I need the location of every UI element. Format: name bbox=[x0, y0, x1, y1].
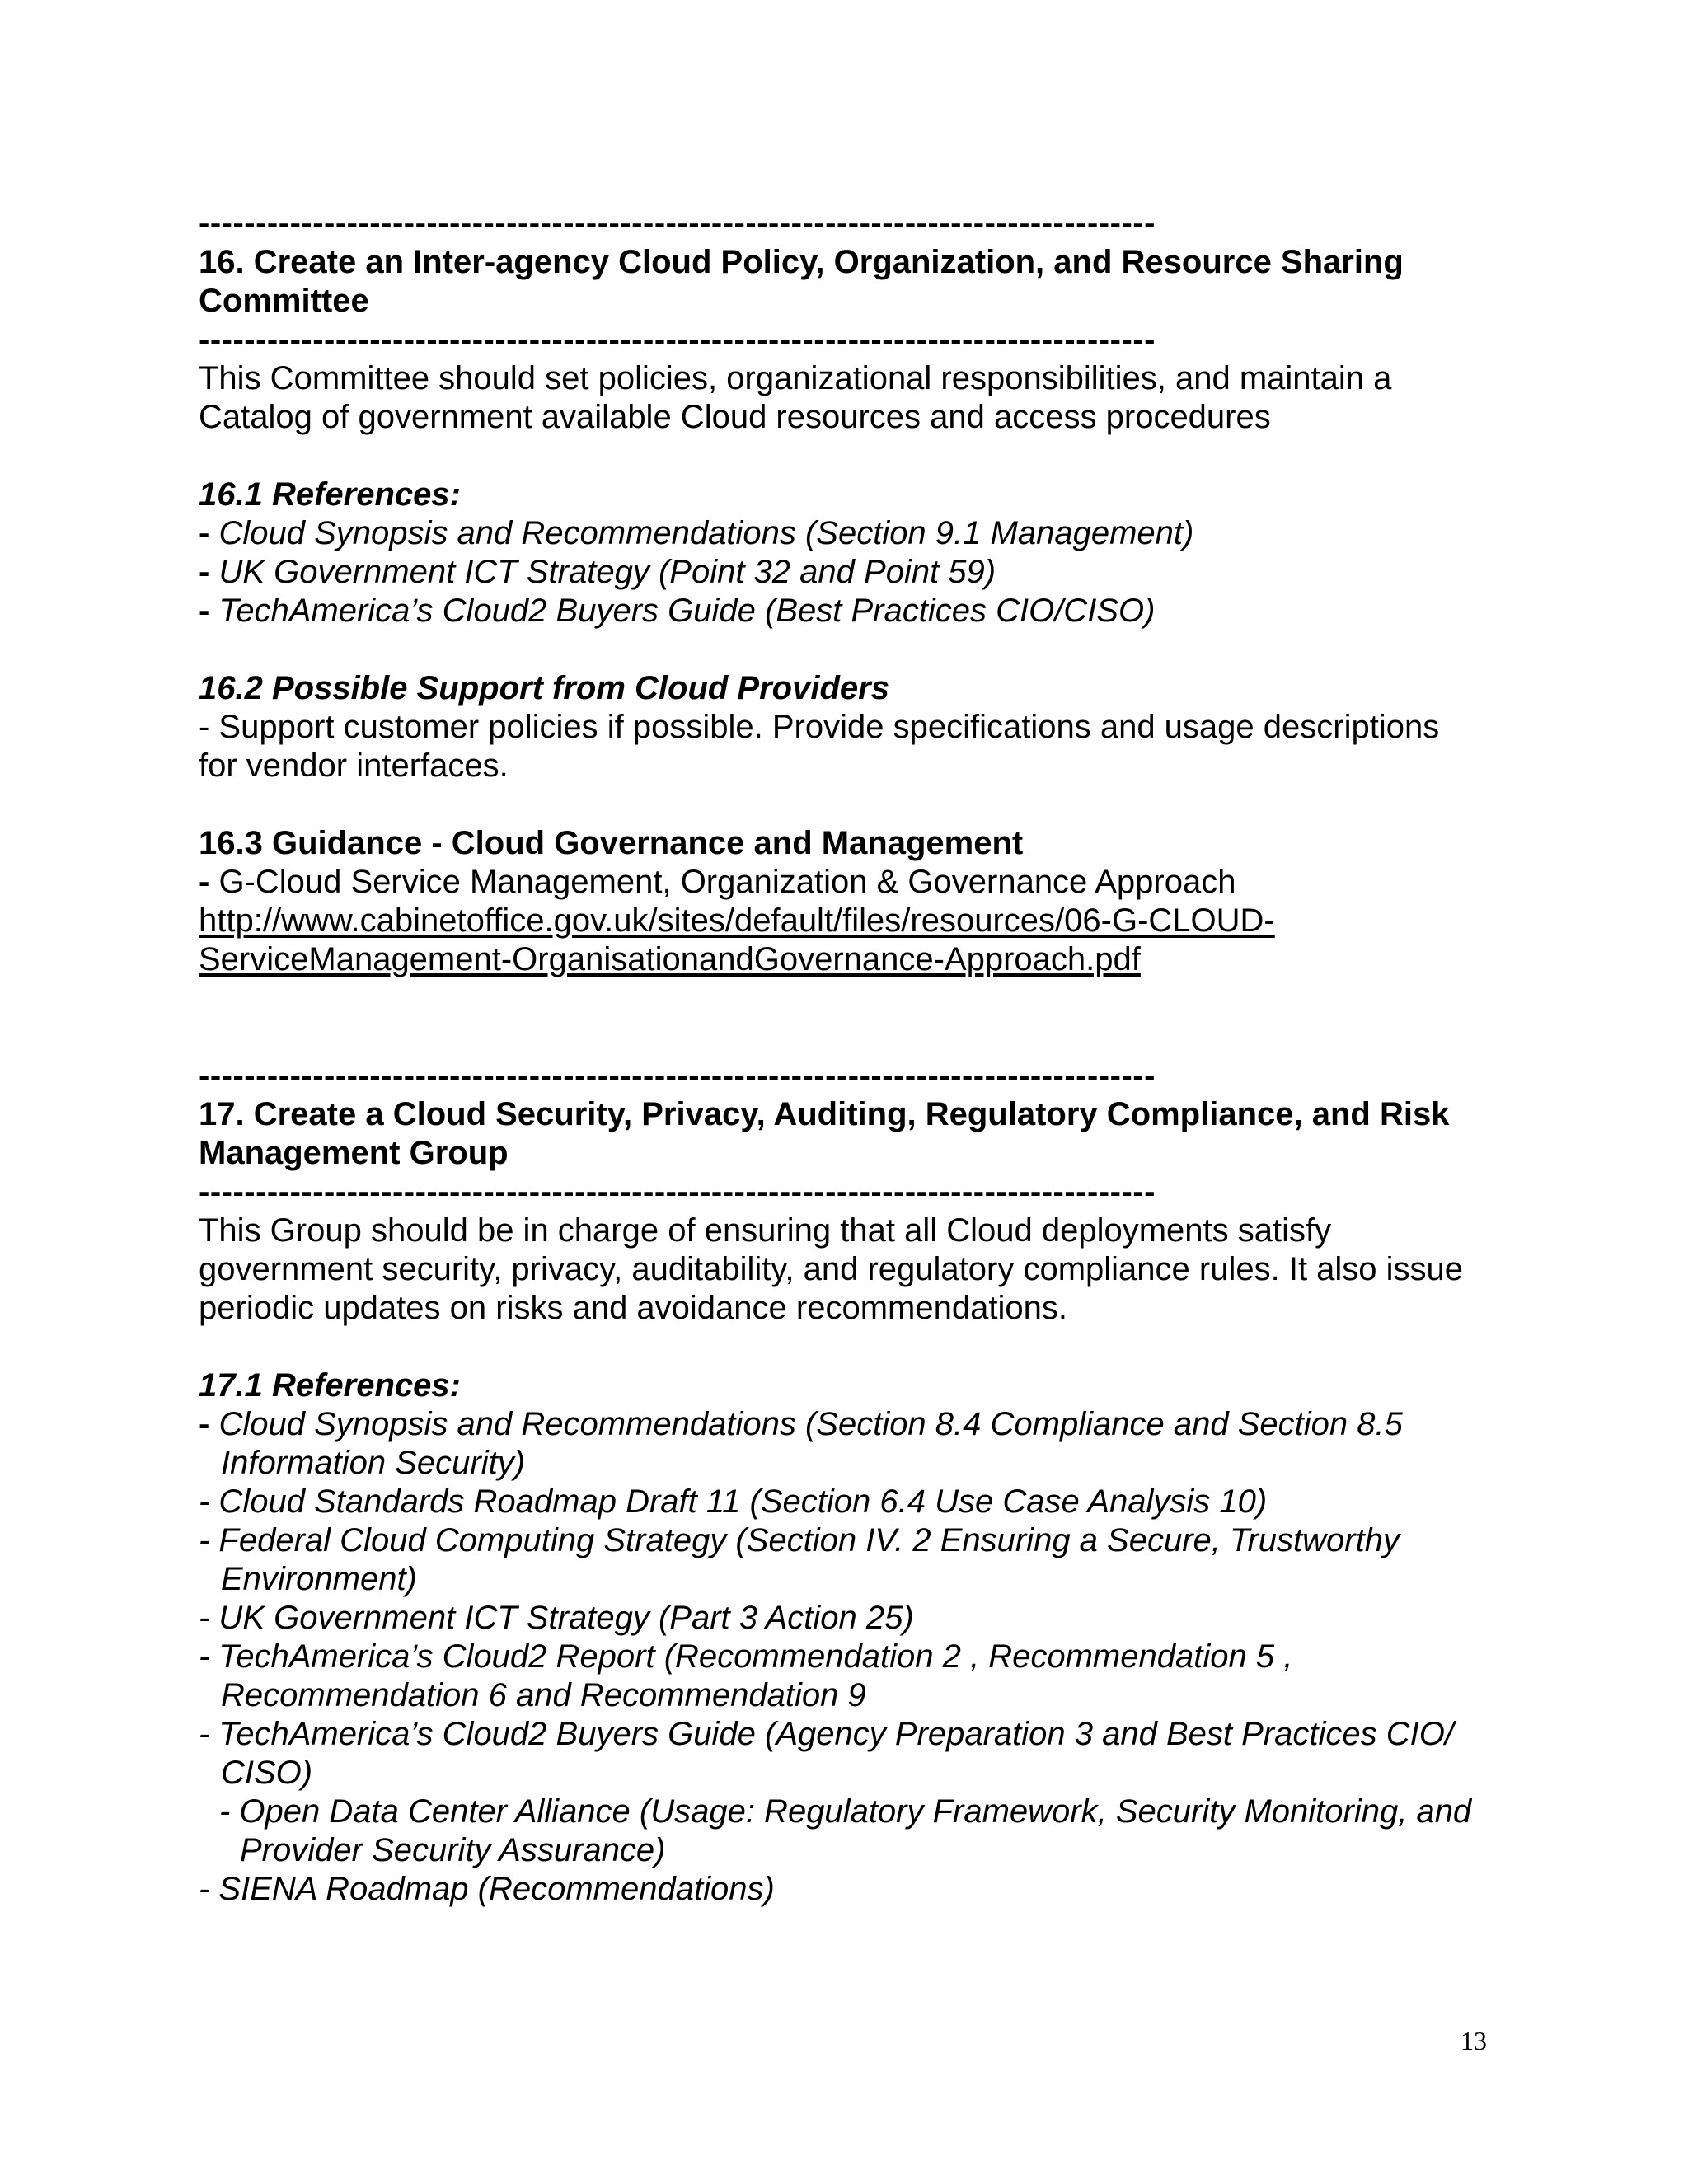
reference-item-cont: Information Security) bbox=[221, 1445, 526, 1481]
reference-item: - TechAmerica’s Cloud2 Buyers Guide (Agency Preparation 3 and Best Practices CIO/ bbox=[199, 1716, 1454, 1752]
section-divider: ------------------------------------------------------------------------------------ bbox=[199, 205, 1156, 241]
bullet-dash: - bbox=[199, 515, 219, 551]
page-number: 13 bbox=[1461, 2026, 1487, 2055]
reference-item: - Open Data Center Alliance (Usage: Regulatory Framework, Security Monitoring, and bbox=[219, 1793, 1472, 1830]
section-16-title: 16. Create an Inter-agency Cloud Policy, Organization, and Resource Sharing bbox=[199, 244, 1404, 280]
document-page bbox=[199, 204, 1517, 1909]
section-16-1-heading: 16.1 References: bbox=[199, 476, 461, 513]
section-17-body: This Group should be in charge of ensuring that all Cloud deployments satisfy bbox=[199, 1212, 1332, 1249]
section-17-body-cont: periodic updates on risks and avoidance recommendations. bbox=[199, 1290, 1067, 1326]
section-17-body-cont: government security, privacy, auditability, and regulatory compliance rules. It also issue bbox=[199, 1251, 1464, 1287]
section-16-body: This Committee should set policies, organizational responsibilities, and maintain a bbox=[199, 360, 1392, 396]
bullet-dash: - bbox=[199, 554, 219, 590]
bullet-dash: - bbox=[199, 593, 219, 629]
reference-item-cont: Recommendation 6 and Recommendation 9 bbox=[221, 1677, 866, 1713]
section-16-2-heading: 16.2 Possible Support from Cloud Providers bbox=[199, 670, 889, 706]
guidance-link[interactable]: http://www.cabinetoffice.gov.uk/sites/default/files/resources/06-G-CLOUD- bbox=[199, 902, 1275, 939]
section-17-title-cont: Management Group bbox=[199, 1135, 509, 1171]
bullet-dash: - bbox=[199, 1406, 219, 1442]
section-divider: ------------------------------------------------------------------------------------ bbox=[199, 1174, 1156, 1210]
section-16-2-body-cont: for vendor interfaces. bbox=[199, 748, 509, 784]
section-16-title-cont: Committee bbox=[199, 283, 369, 319]
reference-item: - Cloud Standards Roadmap Draft 11 (Section 6.4 Use Case Analysis 10) bbox=[199, 1483, 1268, 1520]
reference-item: - Federal Cloud Computing Strategy (Section IV. 2 Ensuring a Secure, Trustworthy bbox=[199, 1522, 1400, 1558]
reference-item: - Cloud Synopsis and Recommendations (Section 8.4 Compliance and Section 8.5 bbox=[199, 1406, 1403, 1442]
reference-item-cont: Provider Security Assurance) bbox=[240, 1832, 666, 1868]
guidance-link-cont[interactable]: ServiceManagement-OrganisationandGovernance-Approach.pdf bbox=[199, 941, 1141, 977]
section-divider: ------------------------------------------------------------------------------------ bbox=[199, 321, 1156, 358]
reference-item: - TechAmerica’s Cloud2 Buyers Guide (Best Practices CIO/CISO) bbox=[199, 593, 1156, 629]
section-divider: ------------------------------------------------------------------------------------ bbox=[199, 1057, 1156, 1094]
section-17-1-heading: 17.1 References: bbox=[199, 1367, 461, 1404]
section-16-2-body: - Support customer policies if possible. Provide specifications and usage descriptions bbox=[199, 709, 1440, 745]
guidance-item: - G-Cloud Service Management, Organization & Governance Approach bbox=[199, 864, 1236, 900]
section-16-body-cont: Catalog of government available Cloud resources and access procedures bbox=[199, 399, 1271, 435]
reference-item: - TechAmerica’s Cloud2 Report (Recommendation 2 , Recommendation 5 , bbox=[199, 1638, 1293, 1675]
reference-item-cont: Environment) bbox=[221, 1561, 417, 1597]
reference-item: - UK Government ICT Strategy (Part 3 Action 25) bbox=[199, 1600, 914, 1636]
reference-item-cont: CISO) bbox=[221, 1755, 313, 1791]
reference-item: - Cloud Synopsis and Recommendations (Section 9.1 Management) bbox=[199, 515, 1194, 551]
reference-item: - UK Government ICT Strategy (Point 32 and Point 59) bbox=[199, 554, 996, 590]
section-16-3-heading: 16.3 Guidance - Cloud Governance and Management bbox=[199, 825, 1024, 861]
bullet-dash: - bbox=[199, 864, 219, 900]
reference-item: - SIENA Roadmap (Recommendations) bbox=[199, 1871, 775, 1907]
section-17-title: 17. Create a Cloud Security, Privacy, Auditing, Regulatory Compliance, and Risk bbox=[199, 1096, 1450, 1132]
